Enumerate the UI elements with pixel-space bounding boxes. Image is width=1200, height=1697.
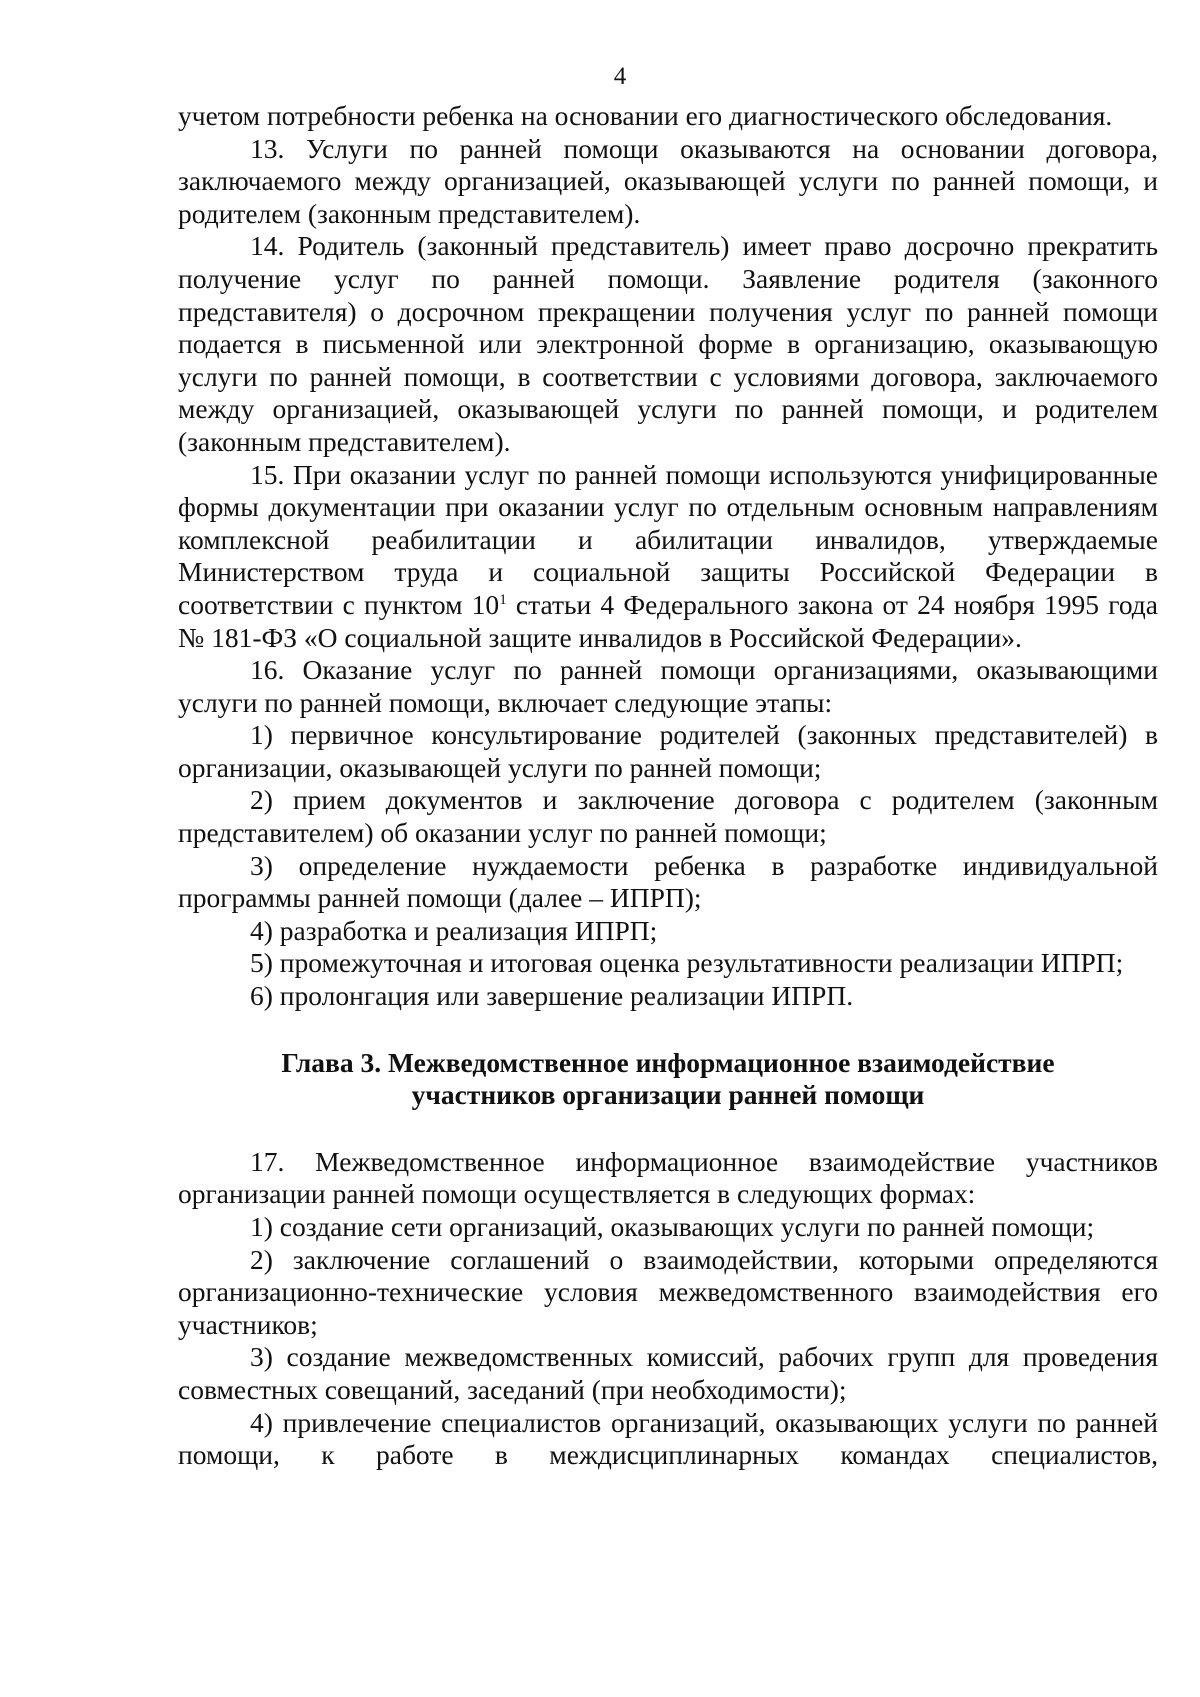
chapter-heading-line2: участников организации ранней помощи [411, 1079, 925, 1111]
page-number: 4 [613, 63, 627, 90]
paragraph: 14. Родитель (законный представитель) имеет право досрочно прекратить получение услуг по ранней помощи. Заявление родителя (законного представителя) о досрочном прекращении получения услуг по ранней помощи подается в письменной или электронной форме в организацию, оказывающую услуги по ранней помощи, в соответствии с условиями договора, заключаемого между организацией, оказывающей услуги по ранней помощи, и родителем (законным представителем). [178, 230, 1158, 457]
paragraph: 1) создание сети организаций, оказывающих услуги по ранней помощи; [250, 1211, 1095, 1242]
superscript-1: 1 [499, 591, 507, 608]
section-paragraphs-before [178, 100, 1158, 459]
paragraph: 13. Услуги по ранней помощи оказываются на основании договора, заключаемого между организацией, оказывающей услуги по ранней помощи, и родителем (законным представителем). [178, 132, 1158, 229]
paragraph: 3) создание межведомственных комиссий, рабочих групп для проведения совместных совещаний, заседаний (при необходимости); [178, 1341, 1158, 1405]
document-body [178, 100, 1158, 1472]
paragraph: 2) заключение соглашений о взаимодействии, которыми определяются организационно-технические условия межведомственного взаимодействия его участников; [178, 1243, 1158, 1340]
chapter-heading-line1: Глава 3. Межведомственное информационное взаимодействие [281, 1046, 1055, 1078]
paragraph: 16. Оказание услуг по ранней помощи организациями, оказывающими услуги по ранней помощи, включает следующие этапы: [178, 654, 1158, 718]
paragraph: 4) разработка и реализация ИПРП; [250, 914, 658, 946]
paragraph-15 [178, 459, 1158, 655]
paragraph: 4) привлечение специалистов организаций, оказывающих услуги по ранней помощи, к работе в междисциплинарных командах специалистов, [178, 1406, 1158, 1471]
paragraph: 17. Межведомственное информационное взаимодействие участников организации ранней помощи осуществляется в следующих формах: [178, 1145, 1158, 1210]
paragraph: 3) определение нуждаемости ребенка в разработке индивидуальной программы ранней помощи (далее – ИПРП); [178, 849, 1158, 914]
paragraph-15-part1: 15. При оказании услуг по ранней помощи используются унифицированные формы документации при оказании услуг по отдельным основным направлениям комплексной реабилитации и абилитации инвалидов, утверждаемые Министерством труда и социальной защиты Российской Федерации в соответствии с пунктом 10 [178, 458, 1158, 620]
paragraph: 2) прием документов и заключение договора с родителем (законным представителем) об оказании услуг по ранней помощи; [178, 784, 1158, 849]
paragraph: 6) пролонгация или завершение реализации ИПРП. [250, 980, 854, 1012]
paragraph: учетом потребности ребенка на основании его диагностического обследования. [178, 100, 1113, 131]
section-chapter-3 [178, 1146, 1158, 1472]
paragraph: 5) промежуточная и итоговая оценка результативности реализации ИПРП; [250, 947, 1124, 979]
paragraph-15-part2: статьи 4 Федерального закона от 24 ноября 1995 года № 181-ФЗ «О социальной защите инвалидов в Российской Федерации». [178, 588, 1159, 653]
section-paragraphs-after [178, 654, 1158, 1013]
chapter-heading [178, 1047, 1158, 1112]
paragraph: 1) первичное консультирование родителей (законных представителей) в организации, оказывающей услуги по ранней помощи; [178, 719, 1158, 783]
